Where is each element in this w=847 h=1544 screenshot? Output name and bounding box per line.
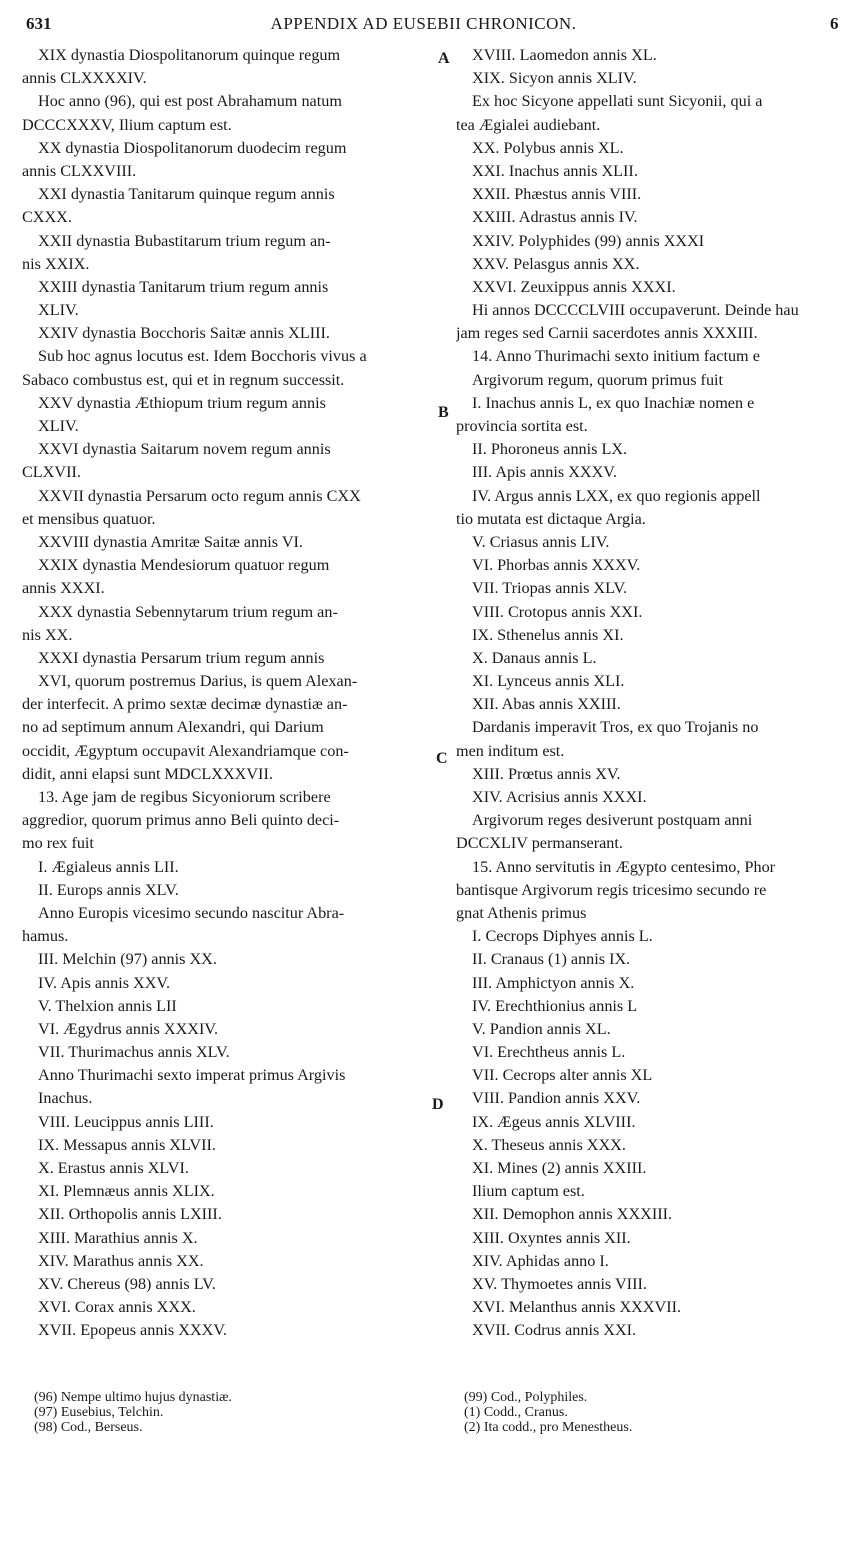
text-line: IV. Apis annis XXV. [38, 973, 171, 992]
text-line: Ilium captum est. [472, 1182, 585, 1201]
footnote: (97) Eusebius, Telchin. [34, 1405, 164, 1420]
text-line: no ad septimum annum Alexandri, qui Darium [22, 718, 324, 737]
text-line: XI. Mines (2) annis XXIII. [472, 1159, 647, 1177]
text-line: mo rex fuit [22, 834, 94, 853]
text-line: XXVI. Zeuxippus annis XXXI. [472, 277, 676, 296]
text-line: IX. Sthenelus annis XI. [472, 625, 624, 644]
left-text-column [22, 44, 432, 1343]
margin-mark-a: A [438, 50, 450, 67]
text-line: XIII. Prœtus annis XV. [472, 764, 621, 783]
text-line: CXXX. [22, 208, 72, 227]
text-line: XXX dynastia Sebennytarum trium regum an- [38, 602, 338, 621]
text-line: XXIV dynastia Bocchoris Saitæ annis XLIII. [38, 324, 330, 343]
text-line: Argivorum regum, quorum primus fuit [472, 370, 724, 389]
text-line: DCCCXXXV, Ilium captum est. [22, 115, 232, 134]
page-header [0, 14, 847, 40]
text-line: annis XXXI. [22, 579, 105, 598]
text-line: Sabaco combustus est, qui et in regnum successit. [22, 370, 345, 389]
text-line: XXV. Pelasgus annis XX. [472, 254, 640, 273]
text-line: nis XXIX. [22, 254, 90, 273]
page-number-right: 6 [830, 14, 839, 33]
margin-mark-c: C [436, 750, 448, 767]
text-line: Sub hoc agnus locutus est. Idem Bocchoris vivus a [38, 347, 367, 366]
text-line: XIV. Acrisius annis XXXI. [472, 788, 647, 806]
margin-mark-d: D [432, 1096, 444, 1113]
text-line: XX. Polybus annis XL. [472, 138, 624, 157]
text-line: XII. Demophon annis XXXIII. [472, 1205, 673, 1224]
text-line: XXII dynastia Bubastitarum trium regum an- [38, 231, 331, 250]
margin-mark-b: B [438, 404, 449, 421]
text-line: XLIV. [38, 301, 79, 320]
text-line: V. Thelxion annis LII [38, 996, 177, 1015]
text-line: XXIV. Polyphides (99) annis XXXI [472, 231, 705, 250]
text-line: XV. Thymoetes annis VIII. [472, 1274, 647, 1293]
text-line: III. Amphictyon annis X. [472, 973, 635, 992]
text-line: Anno Europis vicesimo secundo nascitur Abra- [38, 903, 345, 922]
text-line: VI. Erechtheus annis L. [472, 1043, 626, 1062]
text-line: XX dynastia Diospolitanorum duodecim regum [38, 138, 347, 157]
text-line: IX. Messapus annis XLVII. [38, 1135, 216, 1154]
text-line: II. Phoroneus annis LX. [472, 440, 628, 459]
text-line: V. Criasus annis LIV. [472, 532, 610, 551]
text-line: et mensibus quatuor. [22, 509, 156, 528]
text-line: I. Ægialeus annis LII. [38, 857, 179, 876]
text-line: VI. Phorbas annis XXXV. [472, 556, 641, 575]
text-line: XIV. Marathus annis XX. [38, 1251, 204, 1270]
text-line: XXIX dynastia Mendesiorum quatuor regum [38, 556, 330, 575]
text-line: X. Danaus annis L. [472, 648, 597, 667]
text-line: hamus. [22, 927, 69, 946]
text-line: men inditum est. [456, 741, 565, 760]
text-line: DCCXLIV permanserant. [456, 834, 623, 853]
text-line: XXIII dynastia Tanitarum trium regum annis [38, 277, 329, 296]
text-line: tio mutata est dictaque Argia. [456, 509, 646, 528]
text-line: IX. Ægeus annis XLVIII. [472, 1112, 636, 1131]
text-line: XVII. Epopeus annis XXXV. [38, 1321, 227, 1340]
text-line: XIX dynastia Diospolitanorum quinque regum [38, 46, 341, 64]
page-number-left: 631 [26, 14, 52, 33]
text-line: gnat Athenis primus [456, 903, 587, 922]
text-line: nis XX. [22, 625, 73, 644]
text-line: XXVIII dynastia Amritæ Saitæ annis VI. [38, 532, 303, 551]
text-line: XI. Plemnæus annis XLIX. [38, 1182, 215, 1201]
text-line: V. Pandion annis XL. [472, 1019, 611, 1038]
text-line: XIII. Marathius annis X. [38, 1228, 198, 1247]
text-line: XXII. Phæstus annis VIII. [472, 185, 642, 204]
text-line: VII. Cecrops alter annis XL [472, 1066, 653, 1085]
text-line: II. Cranaus (1) annis IX. [472, 950, 631, 969]
text-line: Ex hoc Sicyone appellati sunt Sicyonii, qui a [472, 92, 763, 111]
text-line: XVI, quorum postremus Darius, is quem Alexan- [38, 672, 358, 691]
footnote: (2) Ita codd., pro Menestheus. [464, 1420, 633, 1435]
text-line: 15. Anno servitutis in Ægypto centesimo, Phor [472, 857, 776, 876]
text-line: Inachus. [38, 1089, 93, 1108]
text-line: X. Theseus annis XXX. [472, 1135, 626, 1154]
text-line: VIII. Crotopus annis XXI. [472, 602, 643, 621]
text-line: XIX. Sicyon annis XLIV. [472, 69, 637, 88]
text-line: VII. Thurimachus annis XLV. [38, 1043, 230, 1062]
text-line: XXIII. Adrastus annis IV. [472, 208, 638, 227]
text-line: jam reges sed Carnii sacerdotes annis XXXIII. [456, 324, 758, 343]
text-line: XXV dynastia Æthiopum trium regum annis [38, 393, 326, 412]
text-line: XVI. Corax annis XXX. [38, 1298, 196, 1317]
text-line: XV. Chereus (98) annis LV. [38, 1274, 216, 1293]
text-line: II. Europs annis XLV. [38, 880, 179, 899]
text-line: XIV. Aphidas anno I. [472, 1251, 609, 1270]
text-line: X. Erastus annis XLVI. [38, 1159, 189, 1177]
running-title: APPENDIX AD EUSEBII CHRONICON. [270, 14, 577, 33]
text-line: tea Ægialei audiebant. [456, 115, 601, 134]
text-line: XVI. Melanthus annis XXXVII. [472, 1298, 682, 1317]
text-line: III. Apis annis XXXV. [472, 463, 617, 482]
footnote: (99) Cod., Polyphiles. [464, 1390, 588, 1405]
text-line: XXXI dynastia Persarum trium regum annis [38, 648, 325, 667]
text-line: XXVI dynastia Saitarum novem regum annis [38, 440, 331, 459]
text-line: Dardanis imperavit Tros, ex quo Trojanis no [472, 718, 759, 737]
footnote: (98) Cod., Berseus. [34, 1420, 143, 1435]
text-line: Hoc anno (96), qui est post Abrahamum natum [38, 92, 342, 111]
text-line: annis CLXXVIII. [22, 161, 137, 180]
text-line: III. Melchin (97) annis XX. [38, 950, 217, 969]
footnotes-right [464, 1390, 834, 1435]
text-line: VIII. Pandion annis XXV. [472, 1089, 641, 1108]
text-line: Hi annos DCCCCLVIII occupaverunt. Deinde hau [472, 301, 799, 320]
text-line: der interfecit. A primo sextæ decimæ dynastiæ an- [22, 695, 348, 714]
text-line: I. Cecrops Diphyes annis L. [472, 927, 653, 946]
text-line: I. Inachus annis L, ex quo Inachiæ nomen e [472, 393, 755, 412]
text-line: CLXVII. [22, 463, 81, 482]
text-line: VIII. Leucippus annis LIII. [38, 1112, 214, 1131]
text-line: Argivorum reges desiverunt postquam anni [472, 811, 753, 830]
text-line: occidit, Ægyptum occupavit Alexandriamque con- [22, 741, 349, 760]
text-line: XXI. Inachus annis XLII. [472, 161, 638, 180]
text-line: XI. Lynceus annis XLI. [472, 672, 625, 691]
footnote: (96) Nempe ultimo hujus dynastiæ. [34, 1390, 232, 1405]
text-line: XXI dynastia Tanitarum quinque regum annis [38, 185, 335, 204]
text-line: XLIV. [38, 417, 79, 435]
text-line: 13. Age jam de regibus Sicyoniorum scribere [38, 788, 331, 806]
text-line: didit, anni elapsi sunt MDCLXXXVII. [22, 764, 273, 783]
text-line: XII. Abas annis XXIII. [472, 695, 621, 714]
right-text-column [456, 44, 842, 1343]
text-line: aggredior, quorum primus anno Beli quinto deci- [22, 811, 340, 830]
footnotes-left [34, 1390, 424, 1435]
text-line: XVII. Codrus annis XXI. [472, 1321, 637, 1340]
text-line: 14. Anno Thurimachi sexto initium factum e [472, 347, 760, 366]
text-line: XXVII dynastia Persarum octo regum annis CXX [38, 486, 361, 505]
text-line: Anno Thurimachi sexto imperat primus Argivis [38, 1066, 346, 1085]
footnote: (1) Codd., Cranus. [464, 1405, 568, 1420]
text-line: bantisque Argivorum regis tricesimo secundo re [456, 880, 767, 899]
text-line: XVIII. Laomedon annis XL. [472, 46, 657, 64]
text-line: provincia sortita est. [456, 417, 588, 435]
text-line: VII. Triopas annis XLV. [472, 579, 628, 598]
text-line: XIII. Oxyntes annis XII. [472, 1228, 631, 1247]
text-line: VI. Ægydrus annis XXXIV. [38, 1019, 219, 1038]
text-line: XII. Orthopolis annis LXIII. [38, 1205, 222, 1224]
text-line: IV. Argus annis LXX, ex quo regionis appell [472, 486, 761, 505]
text-line: IV. Erechthionius annis L [472, 996, 638, 1015]
text-line: annis CLXXXXIV. [22, 69, 147, 88]
